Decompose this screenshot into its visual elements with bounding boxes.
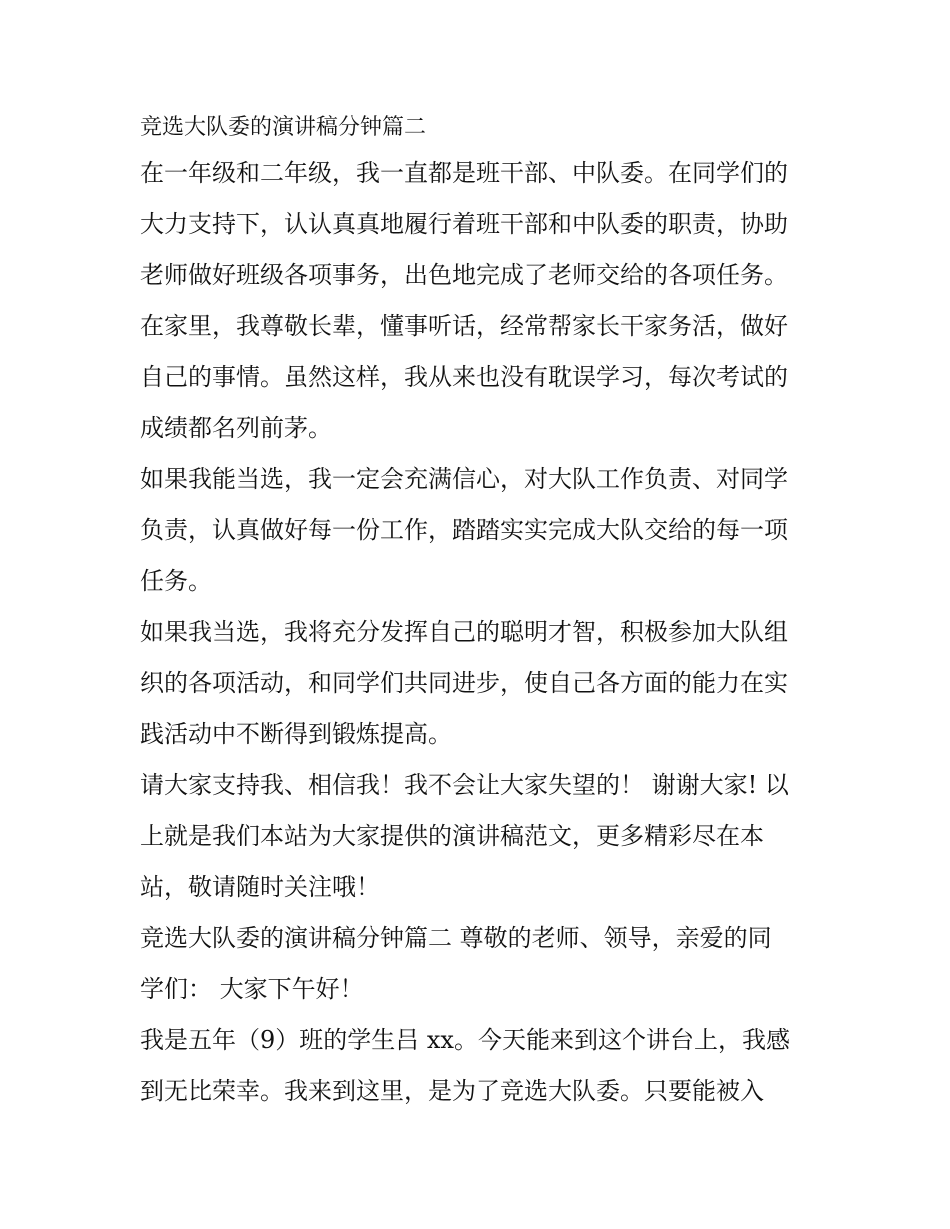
paragraph-3	[140, 454, 820, 607]
text-line: 大力支持下，认认真真地履行着班干部和中队委的职责，协助	[140, 210, 788, 238]
paragraph-5	[140, 760, 820, 913]
text-line: 我是五年（9）班的学生吕 xx。今天能来到这个讲台上，我感	[140, 1026, 790, 1054]
paragraph-6	[140, 913, 820, 1015]
paragraph-7	[140, 1015, 820, 1117]
text-line: 学们： 大家下午好！	[140, 975, 364, 1003]
text-line: 践活动中不断得到锻炼提高。	[140, 720, 452, 748]
text-line: 成绩都名列前茅。	[140, 414, 332, 442]
text-line: 在一年级和二年级，我一直都是班干部、中队委。在同学们的	[140, 159, 788, 187]
document-heading: 竞选大队委的演讲稿分钟篇二	[140, 115, 427, 140]
paragraph-4	[140, 607, 820, 760]
text-line: 织的各项活动，和同学们共同进步，使自己各方面的能力在实	[140, 669, 788, 697]
text-line: 竞选大队委的演讲稿分钟篇二 尊敬的老师、领导，亲爱的同	[140, 924, 772, 952]
text-line: 在家里，我尊敬长辈，懂事听话，经常帮家长干家务活，做好	[140, 312, 788, 340]
text-line: 到无比荣幸。我来到这里，是为了竞选大队委。只要能被入	[140, 1077, 764, 1105]
text-line: 站，敬请随时关注哦！	[140, 873, 380, 901]
text-line: 负责，认真做好每一份工作，踏踏实实完成大队交给的每一项	[140, 516, 788, 544]
text-line: 如果我能当选，我一定会充满信心，对大队工作负责、对同学	[140, 465, 788, 493]
text-line: 老师做好班级各项事务，出色地完成了老师交给的各项任务。	[140, 261, 788, 289]
text-line: 上就是我们本站为大家提供的演讲稿范文，更多精彩尽在本	[140, 822, 764, 850]
text-line: 如果我当选，我将充分发挥自己的聪明才智，积极参加大队组	[140, 618, 788, 646]
text-line: 任务。	[140, 567, 212, 595]
text-line: 自己的事情。虽然这样，我从来也没有耽误学习，每次考试的	[140, 363, 788, 391]
text-line: 请大家支持我、相信我！我不会让大家失望的！ 谢谢大家! 以	[140, 771, 789, 799]
paragraph-2	[140, 301, 820, 454]
document-body	[140, 108, 820, 1117]
paragraph-1	[140, 148, 820, 301]
